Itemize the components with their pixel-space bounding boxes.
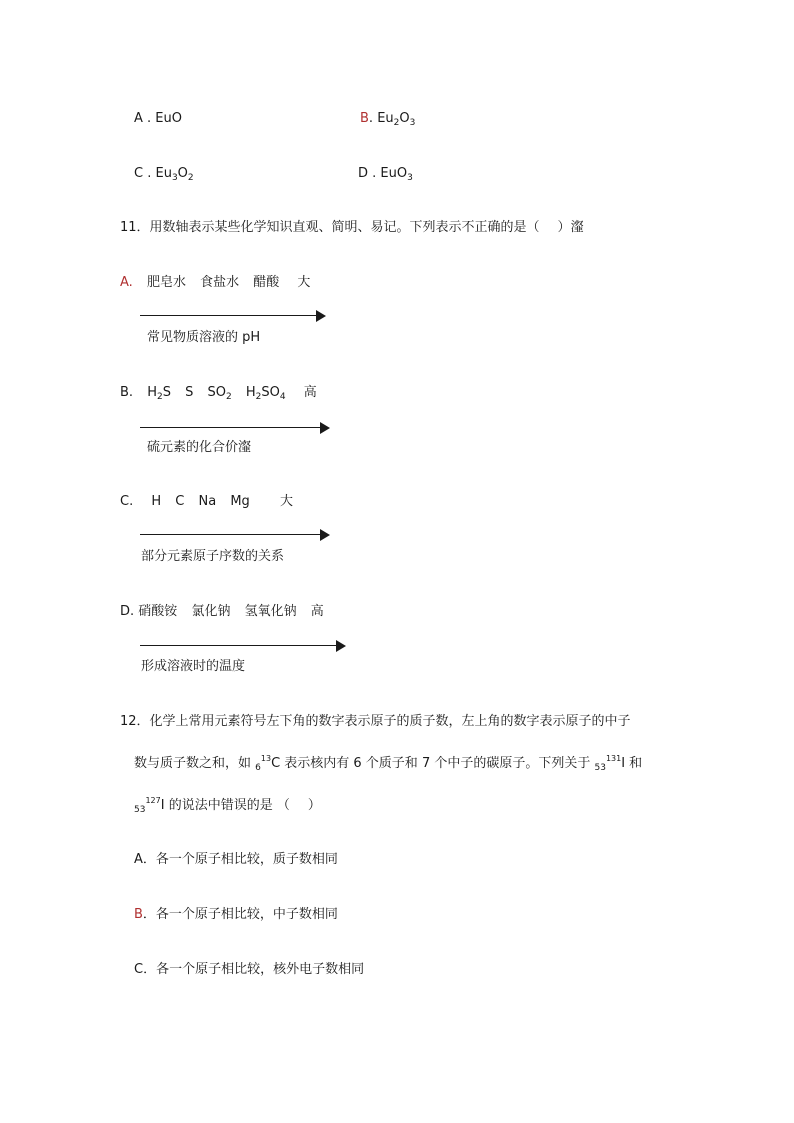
q11-option-d-caption: 形成溶液时的温度 [141, 659, 246, 674]
axis-item: 氢氧化钠 [244, 604, 297, 619]
number-axis-arrow [140, 529, 330, 541]
q10-option-d-formula: EuO$_3$ [380, 166, 413, 183]
number-axis-arrow [140, 310, 326, 322]
axis-item: C [175, 494, 185, 509]
axis-item: 硝酸铵 [138, 604, 178, 619]
q10-option-c-formula: $Eu_3O_2$ [155, 166, 194, 183]
q10-option-a-letter: A [134, 111, 143, 126]
q10-option-b-sep: . [368, 111, 378, 126]
axis-item: 大 [279, 494, 293, 509]
q10-option-a [134, 111, 182, 127]
q11-option-a-row [120, 275, 310, 291]
q12-option-a: A．各一个原子相比较，质子数相同 [134, 852, 338, 867]
q11-option-c-caption: 部分元素原子序数的关系 [141, 549, 285, 564]
q11-option-c-prefix: C. [120, 494, 134, 509]
nuclide-superscript: 13 [260, 754, 272, 763]
nuclide-subscript: 6 [255, 763, 261, 773]
nuclide-subscript: 53 [134, 805, 146, 815]
q10-option-b-letter: B [360, 111, 369, 126]
axis-item: 食盐水 [200, 275, 240, 290]
q11-stem [120, 220, 584, 236]
axis-item: 高 [303, 385, 317, 400]
q11-stem-mark: 瀣 [570, 220, 584, 235]
q12-option-b [134, 907, 338, 923]
axis-item: $SO_2$ [207, 385, 232, 402]
axis-item: 肥皂水 [146, 275, 186, 290]
q10-option-c-prefix: C . [134, 166, 156, 181]
q11-option-a-letter: A. [120, 275, 133, 290]
nuclide-subscript: 53 [594, 763, 606, 773]
nuclide-superscript: 131 [605, 754, 622, 763]
axis-item: S [185, 385, 194, 400]
q11-option-d-prefix: D. [120, 604, 135, 619]
q11-stem-close: ） [557, 220, 571, 235]
axis-item: $H_2S$ [147, 385, 171, 402]
q11-option-b-caption: 硫元素的化合价瀣 [147, 440, 252, 455]
q12-option-c: C．各一个原子相比较，核外电子数相同 [134, 962, 365, 977]
q11-option-a-caption: 常见物质溶液的 pH [147, 330, 261, 345]
q10-option-b [360, 111, 415, 127]
number-axis-arrow [140, 640, 346, 652]
axis-item: 大 [297, 275, 311, 290]
nuclide-superscript: 127 [145, 796, 161, 805]
axis-item: 氯化钠 [191, 604, 231, 619]
q10-option-c [134, 166, 194, 182]
q11-option-b-row [120, 385, 317, 401]
axis-item: $H_2SO_4$ [245, 385, 286, 402]
q11-option-c-row [120, 494, 293, 510]
q12-stem-line3: $_{53}^{127}$I 的说法中错误的是 （ ） [134, 796, 321, 815]
q12-stem-line2: 数与质子数之和，如 $_6^{13}$C 表示核内有 6 个质子和 7 个中子的碳原子。下列关于 $_{53}^{131}$I 和 [134, 754, 643, 773]
axis-item: 高 [310, 604, 324, 619]
q10-option-b-formula: $Eu_2O_3$ [377, 111, 416, 128]
q12-option-b-letter: B [134, 907, 143, 922]
q11-option-d-row [120, 604, 324, 620]
q11-stem-text: 11．用数轴表示某些化学知识直观、简明、易记。下列表示不正确的是（ [120, 220, 540, 235]
q12-stem-line1: 12．化学上常用元素符号左下角的数字表示原子的质子数，左上角的数字表示原子的中子 [120, 714, 631, 729]
number-axis-arrow [140, 422, 330, 434]
q11-option-b-prefix: B. [120, 385, 134, 400]
axis-item: 醋酸 [253, 275, 280, 290]
axis-item: Mg [230, 494, 250, 509]
axis-item: Na [198, 494, 217, 509]
q10-option-d [358, 166, 413, 182]
axis-item: H [151, 494, 162, 509]
q10-option-a-text: . EuO [147, 111, 182, 126]
q12-option-b-text: ．各一个原子相比较，中子数相同 [142, 907, 338, 922]
q10-option-d-prefix: D . [358, 166, 381, 181]
